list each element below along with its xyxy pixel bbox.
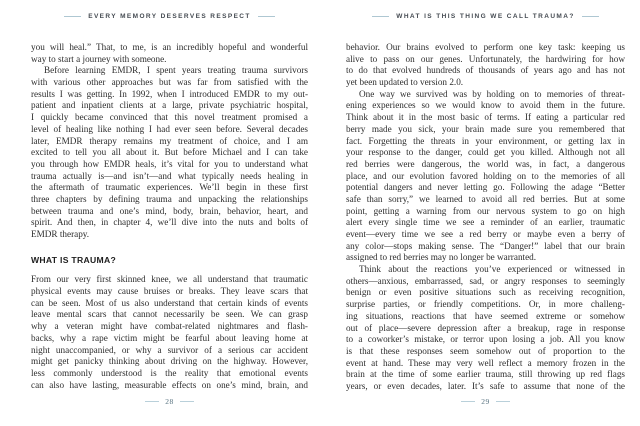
running-header-right <box>346 13 625 20</box>
page-body-right <box>346 42 625 393</box>
text-line: any color—stops making sense. The “Danger!” label that our brain <box>346 240 625 251</box>
text-line: alive to pass on our genes. Unfortunately, the hardwiring for how <box>346 53 625 64</box>
text-line: brain at the time of some earlier trauma, still throwing up red flags <box>346 369 625 380</box>
text-line: the aftermath of traumatic experiences. We’ll begin in these first <box>31 182 308 193</box>
text-line: point, getting a warning from our nervous system to go on high <box>346 205 625 216</box>
section-heading: WHAT IS TRAUMA? <box>31 254 117 265</box>
header-rule-icon <box>582 16 599 17</box>
text-line: your response to the danger, could get you killed. Although not all <box>346 147 625 158</box>
text-line: berry made you sick, your brain made sure you remembered that <box>346 123 625 134</box>
text-line: fact. Forgetting the threats in your environment, or getting lax in <box>346 135 625 146</box>
page-right <box>346 0 625 426</box>
text-line: EMDR therapy. <box>31 229 90 239</box>
text-line: potential dangers and never letting go. Following the adage “Better <box>346 182 625 193</box>
text-line: to a coworker’s mistake, or terror upon losing a job. All you know <box>346 334 625 345</box>
header-rule-icon <box>64 16 81 17</box>
text-line: results I was getting. In 1992, when I introduced EMDR to my out- <box>31 88 308 99</box>
text-line: ing situations, reactions that have seemed extreme or somehow <box>346 310 625 321</box>
text-line: leave mental scars that cannot necessarily be seen. We can grasp <box>31 309 308 320</box>
text-line: backs, why a rape victim might be fearful about leaving home at <box>31 332 308 343</box>
text-line: might get panicky thinking about driving on the highway. However, <box>31 356 308 367</box>
page-body-left <box>31 42 308 391</box>
running-header-text: WHAT IS THIS THING WE CALL TRAUMA? <box>396 13 575 20</box>
page-footer-right <box>346 397 625 406</box>
text-line: way to start a journey with someone. <box>31 53 167 64</box>
footer-rule-icon <box>496 401 510 402</box>
text-line: you will heal.” That, to me, is an incredibly hopeful and wonderful <box>31 42 308 52</box>
text-line: three chapters by defining trauma and unpacking the relationships <box>31 193 308 204</box>
page-number: 28 <box>165 397 174 406</box>
text-line: Think about it in the most basic of terms. If eating a particular red <box>346 112 625 123</box>
text-line: can be seen. Most of us also understand that certain kinds of events <box>31 297 308 308</box>
text-line: From our very first skinned knee, we all understand that traumatic <box>31 274 308 285</box>
text-line: physical events may cause bruises or breaks. They leave scars that <box>31 286 308 297</box>
footer-rule-icon <box>180 401 194 402</box>
footer-rule-icon <box>145 401 159 402</box>
text-line: why a veteran might have combat-related nightmares and flash- <box>31 321 308 332</box>
footer-rule-icon <box>461 401 475 402</box>
running-header-text: EVERY MEMORY DESERVES RESPECT <box>88 13 251 20</box>
text-line: others—anxious, embarrassed, sad, or angry responses to seemingly <box>346 275 625 286</box>
text-line: years, or even decades, later. It’s safe to assume that none of the <box>346 380 625 391</box>
text-line: can also have lasting, measurable effects on one’s mind, brain, and <box>31 379 308 390</box>
text-line: out of place—severe depression after a breakup, rage in response <box>346 322 625 333</box>
text-line: event—every time we see a red berry or maybe even a berry of <box>346 229 625 239</box>
text-line: trauma actually is—and isn’t—and what typically needs healing in <box>31 170 308 181</box>
text-line: assigned to red berries may no longer be warranted. <box>346 252 537 263</box>
text-line: is that these responses seem somehow out of proportion to the <box>346 345 625 356</box>
running-header-left <box>31 13 308 20</box>
text-line: level of healing like nothing I had ever seen before. Several decades <box>31 123 308 134</box>
text-line: One way we survived was by holding on to memories of threat- <box>359 88 625 99</box>
header-rule-icon <box>372 16 389 17</box>
text-line: benign or even positive situations such as receiving recognition, <box>346 287 625 298</box>
text-line: event at hand. These may very well reflect a memory frozen in the <box>346 357 625 368</box>
header-rule-icon <box>258 16 275 17</box>
text-line: ening experiences so we would know to avoid them in the future. <box>346 100 625 111</box>
text-line: yet been updated to version 2.0. <box>346 77 464 88</box>
page-left <box>31 0 308 426</box>
page-footer-left <box>31 397 308 406</box>
text-line: safe than sorry,” we learned to avoid all red berries. But at some <box>346 193 625 204</box>
text-line: I quickly became convinced that this novel treatment promised a <box>31 112 308 123</box>
text-line: between trauma and one’s mind, body, brain, behavior, heart, and <box>31 205 308 216</box>
text-line: with various other approaches but was far from satisfied with the <box>31 77 308 88</box>
text-line: place, and our evolution favored holding on to the memories of all <box>346 170 625 181</box>
text-line: you through how EMDR heals, it’s vital for you to understand what <box>31 158 308 169</box>
text-line: alert every single time we see a reminder of an earlier, traumatic <box>346 217 625 228</box>
text-line: surprise parties, or friendly competitions. Or, in more challeng- <box>346 299 625 310</box>
text-line: Think about the reactions you’ve experienced or witnessed in <box>359 264 625 275</box>
text-line: night unaccompanied, or why a survivor of a serious car accident <box>31 344 308 355</box>
text-line: patient and inpatient clients at a large, private psychiatric hospital, <box>31 100 308 111</box>
text-line: less commonly understood is the reality that emotional events <box>31 367 308 378</box>
text-line: Before learning EMDR, I spent years treating trauma survivors <box>44 65 308 76</box>
text-line: later, EMDR therapy remains my treatment of choice, and I am <box>31 135 308 146</box>
text-line: red berries were dangerous, the world was, in fact, a dangerous <box>346 158 625 169</box>
text-line: to do that evolved hundreds of thousands of years ago and has not <box>346 65 625 76</box>
page-number: 29 <box>481 397 490 406</box>
text-line: behavior. Our brains evolved to perform one key task: keeping us <box>346 42 625 52</box>
text-line: excited to tell you all about it. But before Michael and I can take <box>31 147 308 158</box>
text-line: spirit. And then, in chapter 4, we’ll dive into the nuts and bolts of <box>31 217 308 228</box>
